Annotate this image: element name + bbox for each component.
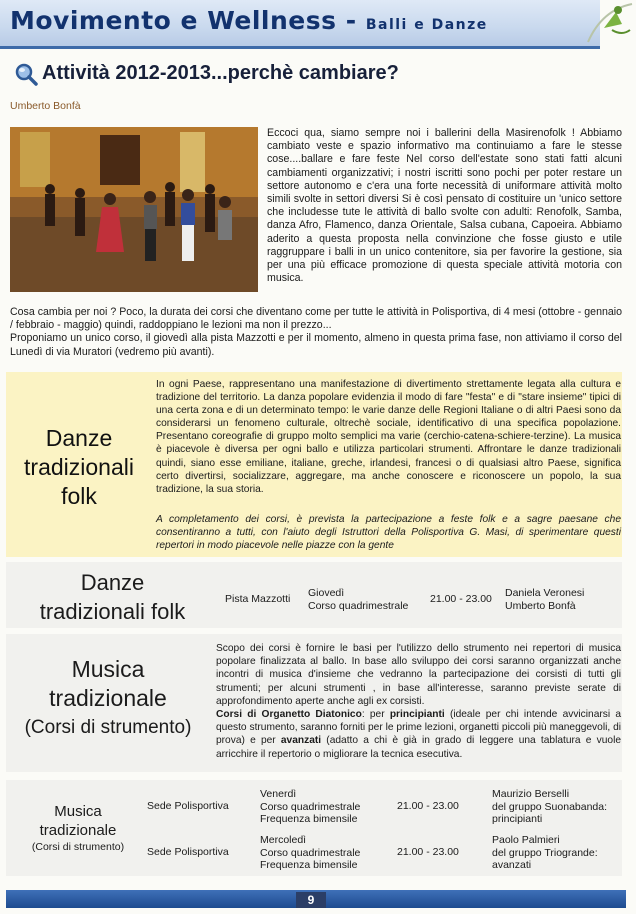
schedule-time: 21.00 - 23.00 bbox=[430, 593, 492, 605]
schedule-heading-line-1: Danze bbox=[80, 570, 145, 595]
danze-heading-line-2: tradizionali bbox=[24, 454, 134, 480]
musica-paragraph-1: Scopo dei corsi è fornire le basi per l'utilizzo dello strumento nei repertori di musica popolare finalizzata al ballo. In base allo sviluppo dei corsi saranno organizzati anche incontri di musica d'insieme che vedranno la partecipazione dei corsisti di tutti gli strumenti; per alcuni strumenti , in base all'interesse, saranno previste serate di approfondimento aperte anche agli ex corsisti. bbox=[216, 643, 621, 707]
musica-schedule-heading bbox=[14, 802, 142, 854]
row2-course: Corso quadrimestrale bbox=[260, 846, 361, 859]
row1-teacher bbox=[492, 788, 607, 826]
dancers-photo bbox=[10, 127, 258, 292]
intro-paragraph-3: Proponiamo un unico corso, il giovedì alla pista Mazzotti e per il momento, almeno in questa prima fase, non attiviamo il corso del Lunedì di via Muratori (vedremo più avanti). bbox=[10, 332, 622, 358]
level-avanzati: avanzati bbox=[280, 735, 322, 747]
row1-teacher-name: Maurizio Berselli bbox=[492, 788, 570, 800]
danze-heading-line-1: Danze bbox=[45, 425, 113, 451]
musica-heading-line-1: Musica bbox=[71, 656, 145, 682]
row2-time: 21.00 - 23.00 bbox=[397, 846, 459, 858]
row1-frequency: Frequenza bimensile bbox=[260, 813, 358, 825]
row2-place: Sede Polisportiva bbox=[147, 846, 229, 858]
schedule-day-course bbox=[308, 587, 408, 612]
row1-group: del gruppo Suonabanda: bbox=[492, 800, 608, 813]
schedule-day: Giovedì bbox=[308, 587, 345, 599]
schedule-teachers bbox=[505, 587, 584, 612]
row1-day-course bbox=[260, 788, 360, 826]
schedule2-heading-line-1: Musica bbox=[54, 803, 102, 820]
row1-time: 21.00 - 23.00 bbox=[397, 800, 459, 812]
row2-day-course bbox=[260, 834, 360, 872]
section-title: Movimento e Wellness bbox=[10, 6, 337, 35]
intro-paragraph: Eccoci qua, siamo sempre noi i ballerini della Masirenofolk ! Abbiamo cambiato veste e spazio informativo ma continuiamo a fare le stesse cose....ballare e fare feste Nel corso dell'estate sono stati fatti alcuni cambiamenti organizzativi; i nostri iscritti sono pochi per poter restare un settore autonomo e c'era una forte necessità di uniformare attività molto simili svolte in settori diversi Si è così pensato di costituire un 'unico settore che includesse tute le attività di ballo svolte con adulti: Renofolk, Samba, danza Afro, Flamenco, danza Orientale, Salsa cubana, Capoeira. Abbiamo aderito a questa proposta nella convinzione che fosse giusto e utile raggruppare i balli in un unico contenitore, sia per favorire la gestione, sia per una più efficace promozione di questa speciale attività motoria con musica. bbox=[267, 127, 622, 285]
danze-heading bbox=[6, 424, 152, 511]
article-title: Attività 2012-2013...perchè cambiare? bbox=[42, 62, 399, 84]
danze-description: In ogni Paese, rappresentano una manifestazione di divertimento strettamente legata alla cultura e tradizione del territorio. La danza popolare evidenzia il modo di fare "festa" e di "stare insieme" tipici di una certa zona e di un determinato tempo: le varie danze delle Regioni Italiane o di altri Paesi sono da considerarsi un fenomeno culturale, oltrechè sociale, identificativo di una specifica popolazione. Presentano coreografie di gruppo molto semplici ma varie (cerchio-catena-schiere-terzine). La musica è piacevole è diversa per ogni ballo e utilizza particolari strumenti. Affrontare le danze tradizionali quindi, siano esse emiliane, italiane, greche, irlandesi, francesi o di qualsiasi altro Paese, significa certo divertirsi, socializzare, aggregare, ma anche conoscere e riconoscere un popolo, la sua tradizione, la sua storia. bbox=[156, 379, 621, 495]
danze-note: A completamento dei corsi, è prevista la partecipazione a feste folk e a sagre paesane che consentiranno a tutti, con l'aiuto degli Istruttori della Polisportiva G. Masi, di sperimentare questi repertori in modo piacevole nelle piazze con la gente bbox=[156, 514, 621, 552]
organetto-lead: Corsi di Organetto Diatonico bbox=[216, 709, 362, 721]
musica-heading-line-2: tradizionale bbox=[49, 685, 167, 711]
text-run: (ideale per chi intende avvicinarsi a questo strumento, saranno forniti per le prime lezioni, organetti piccoli più maneggevoli, di prova) e per bbox=[216, 709, 621, 747]
article-author: Umberto Bonfà bbox=[10, 100, 81, 112]
musica-description bbox=[216, 642, 621, 761]
schedule-course: Corso quadrimestrale bbox=[308, 599, 409, 612]
schedule2-heading-line-3: (Corsi di strumento) bbox=[31, 841, 125, 853]
section-header bbox=[10, 6, 488, 35]
row1-day: Venerdì bbox=[260, 788, 297, 800]
intro-paragraph-2: Cosa cambia per noi ? Poco, la durata dei corsi che diventano come per tutte le attività in Polisportiva, di 4 mesi (ottobre - gennaio / febbraio - maggio) quindi, raddoppiano le lezioni ma non il prezzo... bbox=[10, 306, 622, 332]
section-subtitle: Balli e Danze bbox=[365, 17, 488, 33]
schedule-teacher-2: Umberto Bonfà bbox=[505, 599, 576, 612]
row1-level: principianti bbox=[492, 813, 543, 825]
wellness-logo bbox=[582, 0, 636, 46]
row1-place: Sede Polisportiva bbox=[147, 800, 229, 812]
header-separator: - bbox=[345, 6, 357, 35]
magnifier-icon bbox=[14, 62, 38, 86]
intro-continuation bbox=[10, 306, 622, 359]
row2-teacher bbox=[492, 834, 598, 872]
musica-heading bbox=[6, 655, 210, 742]
musica-paragraph-2 bbox=[216, 708, 621, 761]
row2-frequency: Frequenza bimensile bbox=[260, 859, 358, 871]
schedule-heading-line-2: tradizionali folk bbox=[39, 599, 186, 624]
page-number: 9 bbox=[296, 892, 326, 908]
row1-course: Corso quadrimestrale bbox=[260, 800, 361, 813]
level-principianti: principianti bbox=[389, 709, 445, 721]
row2-group: del gruppo Triogrande: bbox=[492, 846, 598, 859]
schedule-teacher-1: Daniela Veronesi bbox=[505, 587, 585, 599]
danze-heading-line-3: folk bbox=[61, 483, 97, 509]
schedule2-heading-line-2: tradizionale bbox=[39, 822, 117, 839]
schedule-place: Pista Mazzotti bbox=[225, 593, 291, 605]
danze-schedule-heading bbox=[20, 568, 205, 626]
row2-day: Mercoledì bbox=[260, 834, 307, 846]
musica-heading-line-3: (Corsi di strumento) bbox=[24, 717, 192, 738]
text-run: (adatto a chi è già in grado di leggere una tablatura e vuole arricchire il repertorio o migliorare la tecnica esecutiva. bbox=[216, 735, 621, 760]
row2-teacher-name: Paolo Palmieri bbox=[492, 834, 560, 846]
text-run: : per bbox=[361, 709, 390, 721]
row2-level: avanzati bbox=[492, 859, 532, 871]
